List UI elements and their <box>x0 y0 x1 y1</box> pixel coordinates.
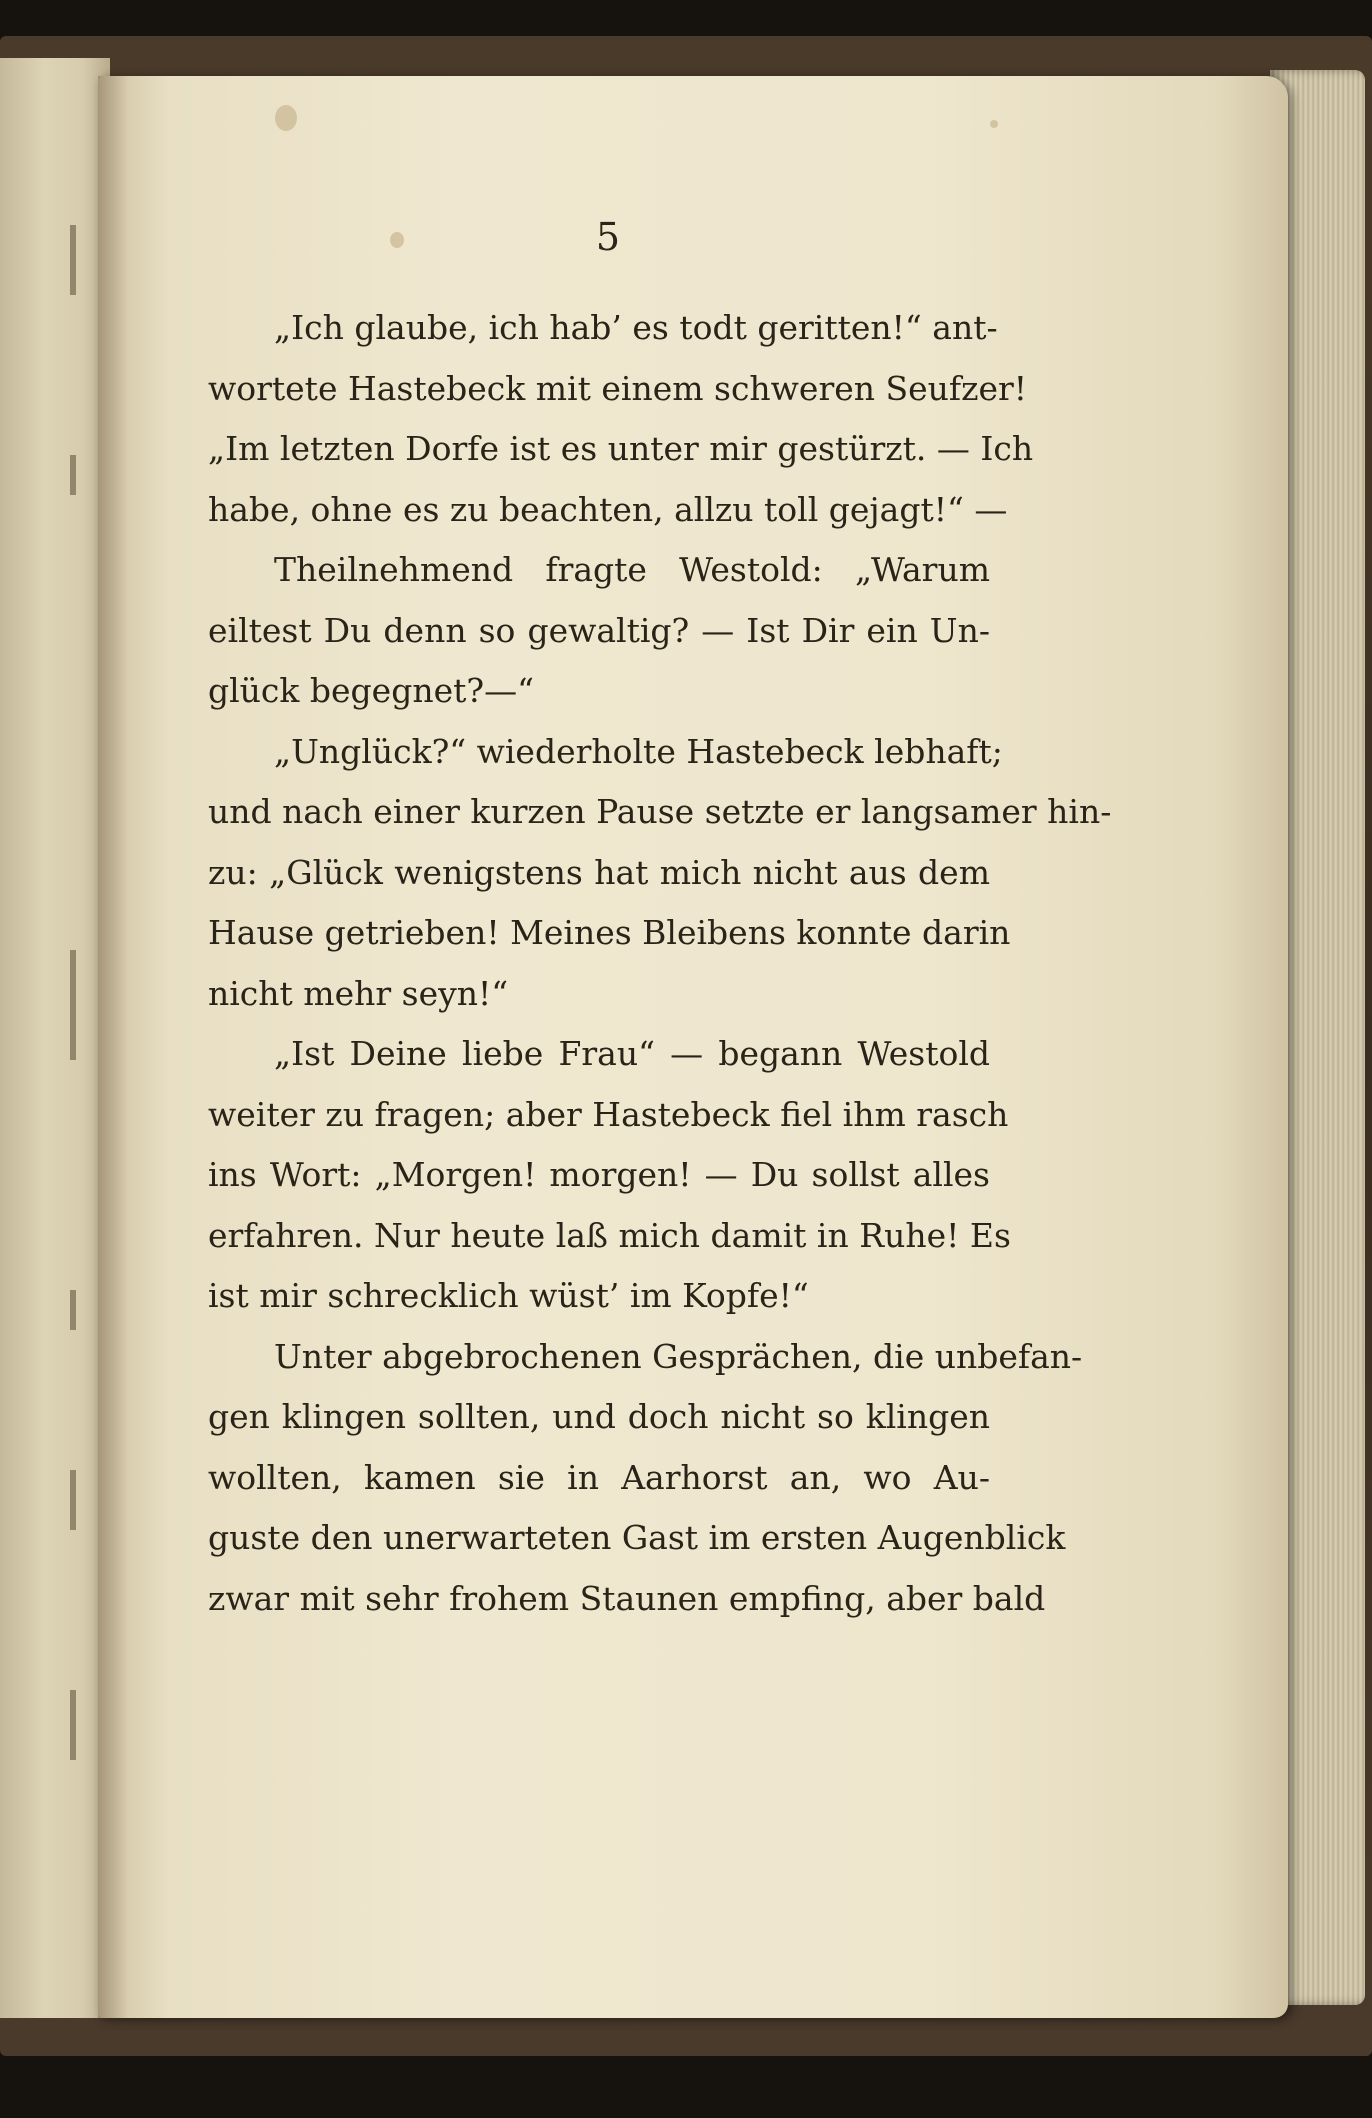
text-line: und nach einer kurzen Pause setzte er langsamer hin- <box>208 792 1112 831</box>
text-line: ins Wort: „Morgen! morgen! — Du sollst alles <box>208 1155 990 1194</box>
gutter-shadow <box>98 76 128 2018</box>
gutter-mark <box>70 455 76 495</box>
paper-stain <box>990 120 998 128</box>
text-line: nicht mehr seyn!“ <box>208 973 509 1013</box>
page-number: 5 <box>595 215 621 259</box>
gutter-mark <box>70 950 76 1060</box>
text-line: glück begegnet?—“ <box>208 671 534 710</box>
text-line: „Unglück?“ wiederholte Hastebeck lebhaft; <box>274 731 1003 771</box>
text-line: Unter abgebrochenen Gesprächen, die unbefan- <box>274 1336 1083 1376</box>
text-line: „Ist Deine liebe Frau“ — begann Westold <box>274 1034 990 1073</box>
paper-stain <box>390 232 404 248</box>
text-line: wortete Hastebeck mit einem schweren Seufzer! <box>208 368 1028 408</box>
text-line: Theilnehmend fragte Westold: „Warum <box>274 550 990 589</box>
text-line: wollten, kamen sie in Aarhorst an, wo Au- <box>208 1457 990 1497</box>
text-line: zu: „Glück wenigstens hat mich nicht aus dem <box>208 852 990 892</box>
gutter-mark <box>70 1690 76 1760</box>
text-line: guste den unerwarteten Gast im ersten Augenblick <box>208 1518 1066 1557</box>
gutter-mark <box>70 225 76 295</box>
text-line: eiltest Du denn so gewaltig? — Ist Dir ein Un- <box>208 610 990 650</box>
gutter-mark <box>70 1470 76 1530</box>
text-line: „Im letzten Dorfe ist es unter mir gestürzt. — Ich <box>208 429 1034 468</box>
text-line: Hause getrieben! Meines Bleibens konnte darin <box>208 913 1011 952</box>
gutter-mark <box>70 1290 76 1330</box>
text-line: habe, ohne es zu beachten, allzu toll gejagt!“ — <box>208 489 1008 529</box>
text-line: gen klingen sollten, und doch nicht so klingen <box>208 1397 990 1436</box>
paper-stain <box>275 105 297 131</box>
text-line: erfahren. Nur heute laß mich damit in Ruhe! Es <box>208 1215 1011 1255</box>
text-line: ist mir schrecklich wüst’ im Kopfe!“ <box>208 1276 809 1315</box>
text-line: „Ich glaube, ich hab’ es todt geritten!“ ant- <box>274 308 998 347</box>
text-line: zwar mit sehr frohem Staunen empfing, aber bald <box>208 1578 1046 1618</box>
left-page-edge <box>0 58 110 2018</box>
page-body-text <box>208 298 1112 1629</box>
text-line: weiter zu fragen; aber Hastebeck fiel ihm rasch <box>208 1094 1009 1134</box>
